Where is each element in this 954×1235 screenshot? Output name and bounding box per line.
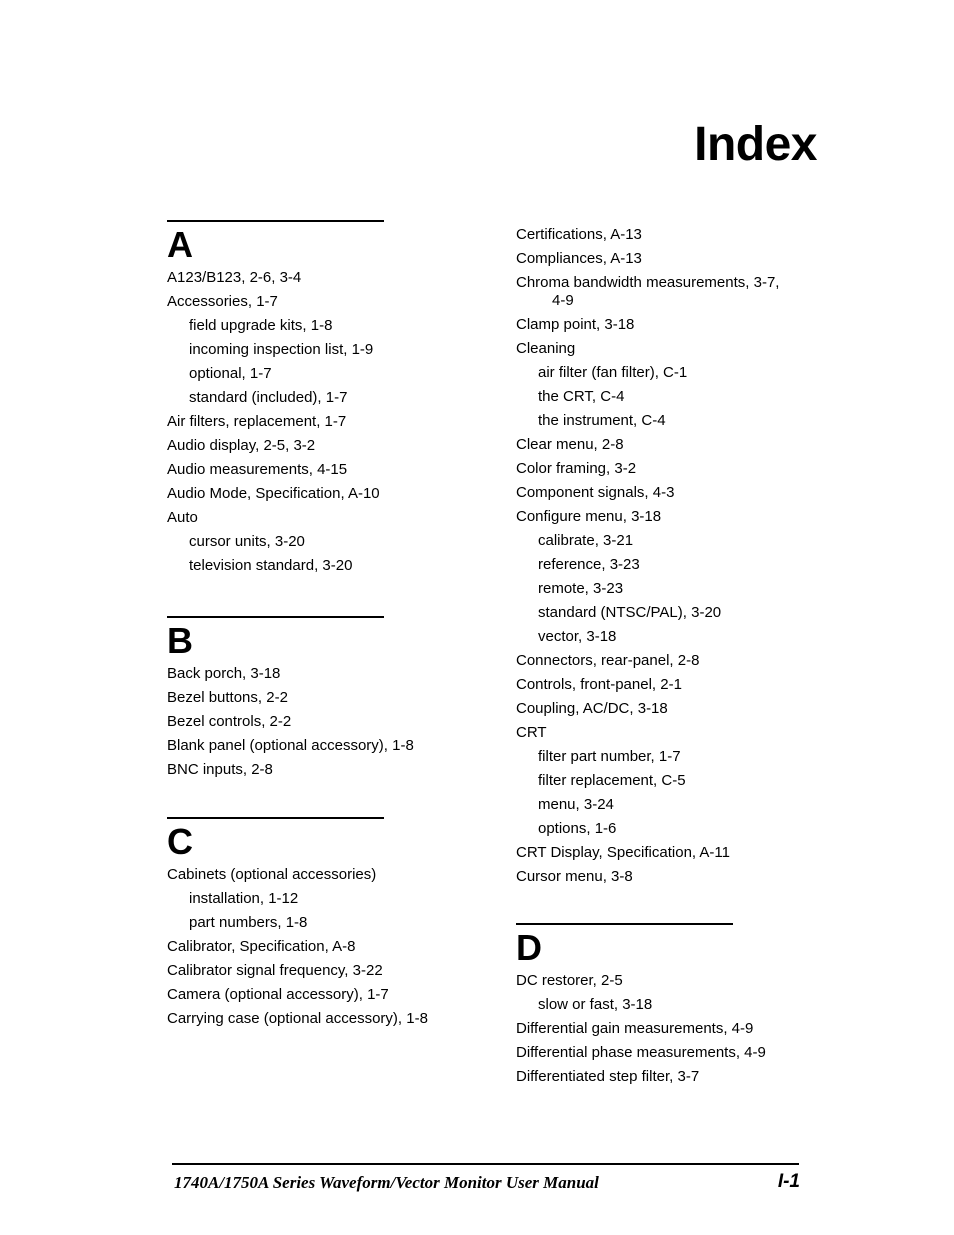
index-entry: Audio Mode, Specification, A-10 bbox=[167, 485, 380, 502]
index-subentry: options, 1-6 bbox=[538, 820, 617, 837]
index-entry: Component signals, 4-3 bbox=[516, 484, 675, 501]
index-section-c-continued bbox=[516, 223, 816, 889]
index-subentry: television standard, 3-20 bbox=[189, 557, 353, 574]
index-subentry: standard (included), 1-7 bbox=[189, 389, 348, 406]
index-subentry: filter replacement, C-5 bbox=[538, 772, 686, 789]
index-entry: Clear menu, 2-8 bbox=[516, 436, 624, 453]
index-entry: Accessories, 1-7 bbox=[167, 293, 278, 310]
index-entry: Certifications, A-13 bbox=[516, 226, 642, 243]
index-entry: Carrying case (optional accessory), 1-8 bbox=[167, 1010, 428, 1027]
index-entry: Differentiated step filter, 3-7 bbox=[516, 1068, 700, 1085]
footer-divider bbox=[172, 1163, 799, 1165]
index-entry: Bezel controls, 2-2 bbox=[167, 713, 292, 730]
index-entry: Air filters, replacement, 1-7 bbox=[167, 413, 347, 430]
section-letter: B bbox=[167, 620, 193, 661]
index-entry: Cursor menu, 3-8 bbox=[516, 868, 633, 885]
index-entry-wrapped bbox=[516, 274, 816, 310]
index-entry: Camera (optional accessory), 1-7 bbox=[167, 986, 389, 1003]
index-section-d bbox=[516, 923, 816, 1089]
index-entry: Cleaning bbox=[516, 340, 576, 357]
index-entry-text: Chroma bandwidth measurements, 3-7, bbox=[516, 274, 780, 291]
index-subentry: remote, 3-23 bbox=[538, 580, 624, 597]
index-entry: A123/B123, 2-6, 3-4 bbox=[167, 269, 302, 286]
section-letter: A bbox=[167, 224, 193, 265]
index-entry: Differential phase measurements, 4-9 bbox=[516, 1044, 766, 1061]
index-subentry: menu, 3-24 bbox=[538, 796, 614, 813]
section-divider bbox=[516, 923, 733, 925]
index-entry: Controls, front-panel, 2-1 bbox=[516, 676, 682, 693]
index-entry: Back porch, 3-18 bbox=[167, 665, 281, 682]
index-section-a bbox=[167, 220, 467, 578]
index-entry: Differential gain measurements, 4-9 bbox=[516, 1020, 754, 1037]
index-entry: Clamp point, 3-18 bbox=[516, 316, 635, 333]
section-divider bbox=[167, 616, 384, 618]
index-subentry: reference, 3-23 bbox=[538, 556, 640, 573]
index-subentry: the CRT, C-4 bbox=[538, 388, 625, 405]
index-subentry: filter part number, 1-7 bbox=[538, 748, 681, 765]
index-entry: Auto bbox=[167, 509, 198, 526]
index-subentry: standard (NTSC/PAL), 3-20 bbox=[538, 604, 722, 621]
index-entry: Configure menu, 3-18 bbox=[516, 508, 662, 525]
section-divider bbox=[167, 817, 384, 819]
index-subentry: air filter (fan filter), C-1 bbox=[538, 364, 688, 381]
section-letter: D bbox=[516, 927, 542, 968]
index-subentry: cursor units, 3-20 bbox=[189, 533, 305, 550]
index-entry: DC restorer, 2-5 bbox=[516, 972, 623, 989]
section-letter: C bbox=[167, 821, 193, 862]
index-entry: Connectors, rear-panel, 2-8 bbox=[516, 652, 700, 669]
index-entry: Color framing, 3-2 bbox=[516, 460, 637, 477]
index-entry: Blank panel (optional accessory), 1-8 bbox=[167, 737, 414, 754]
index-subentry: incoming inspection list, 1-9 bbox=[189, 341, 374, 358]
index-entry: Calibrator signal frequency, 3-22 bbox=[167, 962, 383, 979]
index-column-right bbox=[516, 223, 816, 1089]
index-entry: Cabinets (optional accessories) bbox=[167, 866, 377, 883]
section-divider bbox=[167, 220, 384, 222]
index-subentry: calibrate, 3-21 bbox=[538, 532, 634, 549]
index-section-b bbox=[167, 616, 467, 782]
index-subentry: installation, 1-12 bbox=[189, 890, 299, 907]
index-entry: Coupling, AC/DC, 3-18 bbox=[516, 700, 668, 717]
index-subentry: optional, 1-7 bbox=[189, 365, 272, 382]
index-entry: Audio measurements, 4-15 bbox=[167, 461, 348, 478]
index-entry: CRT Display, Specification, A-11 bbox=[516, 844, 730, 861]
index-entry: CRT bbox=[516, 724, 547, 741]
index-subentry: part numbers, 1-8 bbox=[189, 914, 308, 931]
index-column-left bbox=[167, 220, 467, 1031]
index-entry: Bezel buttons, 2-2 bbox=[167, 689, 288, 706]
index-entry: BNC inputs, 2-8 bbox=[167, 761, 273, 778]
footer-manual-title: 1740A/1750A Series Waveform/Vector Monitor User Manual bbox=[174, 1173, 599, 1192]
index-subentry: vector, 3-18 bbox=[538, 628, 617, 645]
index-entry: Compliances, A-13 bbox=[516, 250, 642, 267]
index-subentry: field upgrade kits, 1-8 bbox=[189, 317, 333, 334]
index-subentry: the instrument, C-4 bbox=[538, 412, 666, 429]
index-entry: Audio display, 2-5, 3-2 bbox=[167, 437, 316, 454]
index-entry: Calibrator, Specification, A-8 bbox=[167, 938, 356, 955]
index-entry-continuation: 4-9 bbox=[552, 292, 574, 309]
index-subentry: slow or fast, 3-18 bbox=[538, 996, 653, 1013]
page-title: Index bbox=[694, 118, 817, 171]
footer-page-number: I-1 bbox=[777, 1171, 800, 1192]
index-section-c bbox=[167, 817, 467, 1031]
